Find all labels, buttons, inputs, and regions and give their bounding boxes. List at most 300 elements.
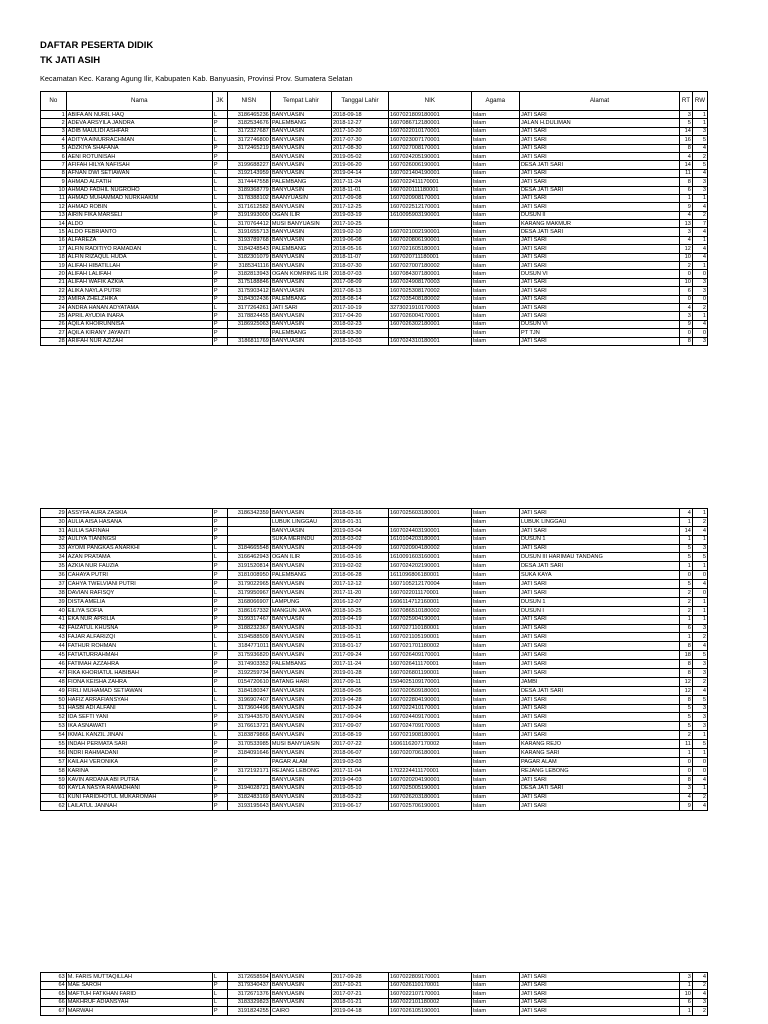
cell-nik: 1610095903190001 (388, 211, 471, 219)
cell-jk: P (212, 615, 227, 624)
cell-no: 37 (41, 580, 67, 589)
cell-agama: Islam (471, 526, 519, 535)
cell-rt: 9 (680, 320, 693, 328)
cell-rt: 10 (680, 990, 693, 999)
cell-rt: 0 (680, 329, 693, 337)
table-row (41, 526, 708, 535)
cell-alamat: DESA JATI SARI (519, 562, 679, 571)
cell-tanggal-lahir: 2017-08-13 (332, 287, 389, 295)
cell-nama: ALFIN RADITIYO RAMADAN (66, 245, 212, 253)
cell-tanggal-lahir: 2019-06-17 (332, 802, 389, 811)
cell-jk: L (212, 136, 227, 144)
cell-nama: AULIA AISA HASANA (66, 517, 212, 526)
cell-tempat-lahir: OGAN ILIR (270, 211, 331, 219)
cell-rw: 4 (692, 990, 707, 999)
cell-nik: 1607026409170001 (388, 651, 471, 660)
cell-alamat: JATI SARI (519, 651, 679, 660)
cell-agama: Islam (471, 262, 519, 270)
cell-nik: 1607023007170001 (388, 136, 471, 144)
cell-jk: P (212, 312, 227, 320)
cell-nisn: 3182813943 (227, 270, 270, 278)
cell-rt: 2 (680, 606, 693, 615)
cell-no: 44 (41, 642, 67, 651)
cell-tempat-lahir: BANYUASIN (270, 704, 331, 713)
cell-tanggal-lahir: 2017-12-25 (332, 203, 389, 211)
cell-agama: Islam (471, 606, 519, 615)
table-row (41, 169, 708, 177)
cell-nik: 1607021605180001 (388, 245, 471, 253)
cell-no: 64 (41, 981, 67, 990)
cell-nisn (227, 517, 270, 526)
cell-rt: 5 (680, 553, 693, 562)
header-rt: RT (680, 92, 693, 111)
cell-rt: 11 (680, 169, 693, 177)
cell-alamat: JATI SARI (519, 253, 679, 261)
cell-agama: Islam (471, 589, 519, 598)
cell-jk: P (212, 535, 227, 544)
cell-rt: 9 (680, 802, 693, 811)
cell-tanggal-lahir: 2019-04-03 (332, 775, 389, 784)
cell-nik: 1607020806190001 (388, 236, 471, 244)
table-row (41, 220, 708, 228)
cell-rw: 1 (692, 606, 707, 615)
cell-jk: L (212, 186, 227, 194)
cell-nik: 1607020111180001 (388, 186, 471, 194)
cell-agama: Islam (471, 127, 519, 135)
cell-nama: CAHYA TWELVIANI PUTRI (66, 580, 212, 589)
cell-nama: HAFIZ ARRAFIANSYAH (66, 695, 212, 704)
cell-agama: Islam (471, 245, 519, 253)
cell-tempat-lahir: BANYUASIN (270, 973, 331, 982)
header-tanggal-lahir: Tanggal Lahir (332, 92, 389, 111)
cell-tempat-lahir: BATANG HARI (270, 677, 331, 686)
cell-nik: 1607022010170001 (388, 127, 471, 135)
cell-nama: M. FARIS MUTTAQILLAH (66, 973, 212, 982)
cell-rw: 2 (692, 981, 707, 990)
table-row (41, 245, 708, 253)
cell-tempat-lahir: BANYUASIN (270, 136, 331, 144)
cell-agama: Islam (471, 740, 519, 749)
cell-nisn: 3184091646 (227, 749, 270, 758)
table-row (41, 119, 708, 127)
cell-alamat: LUBUK LINGGAU (519, 517, 679, 526)
cell-tempat-lahir: BAANYUASIN (270, 194, 331, 202)
cell-tempat-lahir: BANYUASIN (270, 749, 331, 758)
cell-no: 5 (41, 144, 67, 152)
cell-alamat: JATI SARI (519, 704, 679, 713)
cell-jk: P (212, 278, 227, 286)
table-row (41, 990, 708, 999)
cell-agama: Islam (471, 704, 519, 713)
cell-nik: 1607022011170001 (388, 589, 471, 598)
cell-agama: Islam (471, 553, 519, 562)
cell-nik: 1607024205190001 (388, 152, 471, 160)
cell-nisn (227, 535, 270, 544)
cell-nama: FATHUR ROHMAN (66, 642, 212, 651)
cell-tanggal-lahir: 2017-08-30 (332, 144, 389, 152)
cell-nisn (227, 757, 270, 766)
cell-no: 45 (41, 651, 67, 660)
table-row (41, 544, 708, 553)
table-row (41, 312, 708, 320)
cell-rw: 1 (692, 111, 707, 119)
cell-nama: KUNI FARIDHOTUL MUKAROMAH (66, 793, 212, 802)
cell-rt: 5 (680, 704, 693, 713)
cell-rt: 8 (680, 695, 693, 704)
cell-no: 13 (41, 211, 67, 219)
cell-nama: APRIL AYUDIA INARA (66, 312, 212, 320)
cell-nisn: 3175903412 (227, 287, 270, 295)
cell-nama: ALFIN RIZAQUL HUDA (66, 253, 212, 261)
table-row (41, 597, 708, 606)
cell-no: 59 (41, 775, 67, 784)
cell-jk: L (212, 686, 227, 695)
cell-alamat: JATI SARI (519, 194, 679, 202)
cell-tempat-lahir: BANYUASIN (270, 320, 331, 328)
cell-nama: ALIKA NAYLA PUTRI (66, 287, 212, 295)
cell-nik: 1607086712180001 (388, 119, 471, 127)
cell-alamat: DUSUN II (519, 211, 679, 219)
table-row (41, 589, 708, 598)
cell-alamat: JATI SARI (519, 624, 679, 633)
cell-alamat: JATI SARI (519, 998, 679, 1007)
cell-nisn (227, 329, 270, 337)
cell-rw: 0 (692, 571, 707, 580)
cell-nisn: 3199317467 (227, 615, 270, 624)
cell-no: 43 (41, 633, 67, 642)
cell-nisn: 3170533985 (227, 740, 270, 749)
cell-tempat-lahir: BANYUASIN (270, 236, 331, 244)
cell-alamat: JATI SARI (519, 303, 679, 311)
cell-nik: 1607020711180001 (388, 253, 471, 261)
cell-rw: 4 (692, 245, 707, 253)
cell-jk: P (212, 337, 227, 345)
cell-rw: 3 (692, 287, 707, 295)
cell-nama: FAJAR ALFARIZQI (66, 633, 212, 642)
cell-jk: P (212, 119, 227, 127)
cell-alamat: JATI SARI (519, 580, 679, 589)
cell-nik: 1607022809170001 (388, 973, 471, 982)
cell-no: 14 (41, 220, 67, 228)
cell-no: 32 (41, 535, 67, 544)
cell-tempat-lahir: BANYUASIN (270, 228, 331, 236)
cell-jk: P (212, 740, 227, 749)
cell-no: 23 (41, 295, 67, 303)
cell-no: 50 (41, 695, 67, 704)
cell-tempat-lahir: BANYUASIN (270, 287, 331, 295)
cell-rw: 0 (692, 589, 707, 598)
cell-tanggal-lahir: 2018-03-30 (332, 329, 389, 337)
cell-nisn: 0154720610 (227, 677, 270, 686)
cell-nama: ARIFAH NUR AZIZAH (66, 337, 212, 345)
document-title: DAFTAR PESERTA DIDIK (40, 40, 154, 51)
table-row (41, 562, 708, 571)
cell-no: 52 (41, 713, 67, 722)
cell-tempat-lahir: BANYUASIN (270, 127, 331, 135)
cell-rt: 4 (680, 152, 693, 160)
cell-rt: 1 (680, 749, 693, 758)
cell-agama: Islam (471, 303, 519, 311)
cell-nik: 1607026006190001 (388, 161, 471, 169)
header-no: No (41, 92, 67, 111)
cell-nisn: 3182301079 (227, 253, 270, 261)
cell-tanggal-lahir: 2018-06-07 (332, 749, 389, 758)
cell-rt: 1 (680, 194, 693, 202)
cell-nama: AYOMI PANGKAS ANARKHI (66, 544, 212, 553)
cell-nama: KAYLA NASYA RAMADHANI (66, 784, 212, 793)
cell-rw: 1 (692, 262, 707, 270)
cell-nisn: 3185341116 (227, 262, 270, 270)
cell-nik: 1607024310180001 (388, 337, 471, 345)
cell-tempat-lahir: PALEMBANG (270, 245, 331, 253)
cell-agama: Islam (471, 633, 519, 642)
cell-tanggal-lahir: 2018-10-25 (332, 606, 389, 615)
cell-rt: 4 (680, 509, 693, 518)
table-row (41, 186, 708, 194)
cell-alamat: JATI SARI (519, 973, 679, 982)
cell-agama: Islam (471, 1007, 519, 1016)
table-row (41, 633, 708, 642)
table-row (41, 553, 708, 562)
cell-nama: AIRIN FIKA MARSELI (66, 211, 212, 219)
cell-rw: 4 (692, 228, 707, 236)
header-agama: Agama (471, 92, 519, 111)
cell-rt: 8 (680, 642, 693, 651)
cell-no: 60 (41, 784, 67, 793)
cell-rt: 3 (680, 312, 693, 320)
cell-nama: KAILAH VERONIKA (66, 757, 212, 766)
cell-tanggal-lahir: 2018-03-16 (332, 509, 389, 518)
cell-tempat-lahir: PALEMBANG (270, 329, 331, 337)
cell-agama: Islam (471, 509, 519, 518)
cell-rw: 5 (692, 136, 707, 144)
cell-rt: 1 (680, 1007, 693, 1016)
cell-tempat-lahir: BANYUASIN (270, 642, 331, 651)
cell-nisn: 3193195643 (227, 802, 270, 811)
cell-rw: 5 (692, 651, 707, 660)
cell-agama: Islam (471, 571, 519, 580)
cell-nisn: 3175936820 (227, 651, 270, 660)
cell-nisn: 3186465236 (227, 111, 270, 119)
cell-jk: P (212, 660, 227, 669)
cell-no: 9 (41, 178, 67, 186)
cell-no: 26 (41, 320, 67, 328)
cell-nik: 1607026801190001 (388, 669, 471, 678)
cell-tempat-lahir: MANGUN JAYA (270, 606, 331, 615)
cell-jk: L (212, 245, 227, 253)
cell-alamat: JATI SARI (519, 793, 679, 802)
cell-alamat: JATI SARI (519, 295, 679, 303)
cell-nik: 1610091603160001 (388, 553, 471, 562)
cell-nik: 1607020908170001 (388, 194, 471, 202)
cell-alamat: SUKA KAYA (519, 571, 679, 580)
cell-nisn: 3174903352 (227, 660, 270, 669)
table-row (41, 1007, 708, 1016)
cell-nisn: 3184665548 (227, 544, 270, 553)
cell-rt: 0 (680, 757, 693, 766)
table-row (41, 236, 708, 244)
cell-jk: P (212, 713, 227, 722)
table-row (41, 766, 708, 775)
cell-nisn: 3178824455 (227, 312, 270, 320)
table-row (41, 695, 708, 704)
cell-no: 47 (41, 669, 67, 678)
cell-tanggal-lahir: 2019-03-03 (332, 757, 389, 766)
cell-nama: ABIFA AN NURIL HAQ (66, 111, 212, 119)
cell-nisn (227, 526, 270, 535)
cell-rw: 3 (692, 127, 707, 135)
cell-no: 28 (41, 337, 67, 345)
table-row (41, 127, 708, 135)
cell-alamat: KARANG MAKMUR (519, 220, 679, 228)
cell-rw: 4 (692, 144, 707, 152)
cell-jk: P (212, 757, 227, 766)
cell-jk: L (212, 695, 227, 704)
cell-nama: AFIFAH HILYA NAFISAH (66, 161, 212, 169)
cell-tanggal-lahir: 2019-02-02 (332, 562, 389, 571)
table-row (41, 731, 708, 740)
cell-tanggal-lahir: 2017-04-20 (332, 312, 389, 320)
cell-no: 36 (41, 571, 67, 580)
cell-jk: P (212, 597, 227, 606)
cell-rw: 3 (692, 186, 707, 194)
cell-rw: 2 (692, 517, 707, 526)
cell-jk: P (212, 287, 227, 295)
cell-alamat: JATI SARI (519, 669, 679, 678)
cell-agama: Islam (471, 998, 519, 1007)
cell-nisn: 3193789768 (227, 236, 270, 244)
cell-nik: 1607024709170003 (388, 722, 471, 731)
cell-tanggal-lahir: 2018-02-23 (332, 320, 389, 328)
cell-tempat-lahir: BANYUASIN (270, 186, 331, 194)
cell-tanggal-lahir: 2018-07-30 (332, 262, 389, 270)
cell-alamat: DUSUN VI (519, 270, 679, 278)
cell-tempat-lahir: BANYUASIN (270, 562, 331, 571)
cell-nisn: 3176613721 (227, 722, 270, 731)
cell-nisn: 3181008950 (227, 571, 270, 580)
cell-alamat: JATI SARI (519, 509, 679, 518)
cell-rw: 1 (692, 784, 707, 793)
cell-tempat-lahir: REJANG LEBONG (270, 766, 331, 775)
cell-agama: Islam (471, 329, 519, 337)
cell-no: 51 (41, 704, 67, 713)
cell-rt: 2 (680, 731, 693, 740)
cell-jk: L (212, 127, 227, 135)
cell-tanggal-lahir: 2017-10-24 (332, 704, 389, 713)
header-nisn: NISN (227, 92, 270, 111)
cell-rw: 5 (692, 161, 707, 169)
cell-no: 2 (41, 119, 67, 127)
cell-agama: Islam (471, 624, 519, 633)
cell-rt: 5 (680, 544, 693, 553)
cell-nisn: 3196907407 (227, 695, 270, 704)
cell-no: 11 (41, 194, 67, 202)
cell-nik: 1607026105190001 (388, 1007, 471, 1016)
cell-nisn: 3199688227 (227, 161, 270, 169)
cell-no: 24 (41, 303, 67, 311)
cell-nik: 1607021701180002 (388, 642, 471, 651)
cell-nama: AULIA SAFINAH (66, 526, 212, 535)
cell-nama: KAVIN ARDANA ABI PUTRA (66, 775, 212, 784)
cell-nama: AQILA KIRANY JAYANTI (66, 329, 212, 337)
cell-tempat-lahir: BANYUASIN (270, 669, 331, 678)
cell-jk: P (212, 320, 227, 328)
table-row (41, 211, 708, 219)
cell-rt: 1 (680, 981, 693, 990)
cell-no: 34 (41, 553, 67, 562)
cell-nisn: 3172327687 (227, 127, 270, 135)
cell-rt: 14 (680, 161, 693, 169)
cell-tanggal-lahir: 2019-03-04 (332, 526, 389, 535)
cell-tanggal-lahir: 2019-04-18 (332, 1007, 389, 1016)
cell-agama: Islam (471, 766, 519, 775)
cell-rt: 4 (680, 303, 693, 311)
cell-tanggal-lahir: 2019-01-28 (332, 669, 389, 678)
cell-rt: 12 (680, 245, 693, 253)
cell-jk: P (212, 749, 227, 758)
cell-rw: 3 (692, 704, 707, 713)
cell-jk: P (212, 295, 227, 303)
cell-no: 61 (41, 793, 67, 802)
cell-alamat: JATI SARI (519, 775, 679, 784)
cell-rt: 6 (680, 186, 693, 194)
cell-rw: 0 (692, 270, 707, 278)
cell-tempat-lahir: BANYUASIN (270, 161, 331, 169)
cell-alamat: JATI SARI (519, 136, 679, 144)
cell-nisn: 3184248543 (227, 245, 270, 253)
cell-jk: L (212, 169, 227, 177)
cell-nik: 1607020706180001 (388, 749, 471, 758)
cell-tanggal-lahir: 2017-09-08 (332, 194, 389, 202)
cell-agama: Islam (471, 651, 519, 660)
cell-rt: 6 (680, 624, 693, 633)
cell-jk: L (212, 194, 227, 202)
cell-nama: MARWAH (66, 1007, 212, 1016)
cell-alamat: DUSUN 1 (519, 535, 679, 544)
cell-nik: 1702224411170001 (388, 766, 471, 775)
cell-nik: 1607021105190001 (388, 633, 471, 642)
cell-jk: P (212, 526, 227, 535)
cell-rw: 3 (692, 278, 707, 286)
cell-tempat-lahir: BANYUASIN (270, 722, 331, 731)
cell-agama: Islam (471, 535, 519, 544)
cell-tempat-lahir: BANYUASIN (270, 998, 331, 1007)
cell-rw: 3 (692, 544, 707, 553)
cell-rw: 1 (692, 597, 707, 606)
cell-tempat-lahir: BANYUASIN (270, 312, 331, 320)
cell-rw: 2 (692, 152, 707, 160)
cell-rt: 9 (680, 203, 693, 211)
cell-alamat: JATI SARI (519, 526, 679, 535)
cell-tempat-lahir: BANYUASIN (270, 144, 331, 152)
cell-tanggal-lahir: 2017-11-24 (332, 178, 389, 186)
cell-no: 65 (41, 990, 67, 999)
cell-tanggal-lahir: 2018-07-03 (332, 270, 389, 278)
cell-tempat-lahir: BANYUASIN (270, 337, 331, 345)
cell-tempat-lahir: BANYUASIN (270, 544, 331, 553)
cell-no: 40 (41, 606, 67, 615)
cell-rt: 3 (680, 784, 693, 793)
cell-tempat-lahir: PAGAR ALAM (270, 757, 331, 766)
cell-nama: AHMAD MUHAMMAD NURKHAKIM (66, 194, 212, 202)
cell-rw: 3 (692, 669, 707, 678)
cell-agama: Islam (471, 990, 519, 999)
cell-rt: 3 (680, 228, 693, 236)
cell-nik: 1607020904180002 (388, 544, 471, 553)
cell-jk: P (212, 802, 227, 811)
header-jk: JK (212, 92, 227, 111)
cell-jk: P (212, 669, 227, 678)
